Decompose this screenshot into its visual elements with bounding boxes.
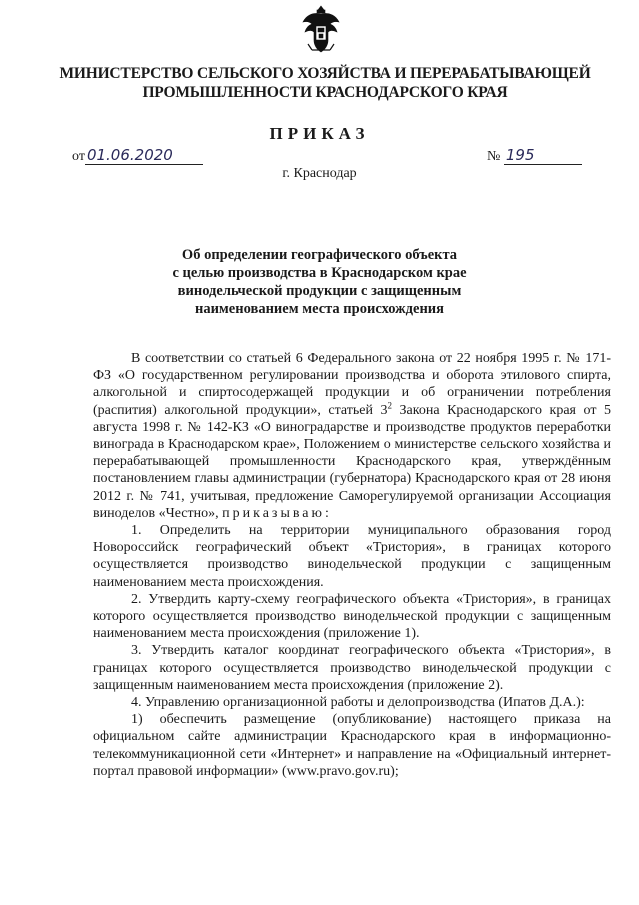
item-1: 1. Определить на территории муниципального образования город Новороссийск географический объект «Тристория», в границах которого осуществляется производство винодельческой продукции с защищенным наименованием места происхождения. <box>93 523 611 590</box>
subject-line-3: винодельческой продукции с защищенным <box>177 283 462 299</box>
city: г. Краснодар <box>282 166 357 181</box>
item-3: 3. Утвердить каталог координат географического объекта «Тристория», в границах которого осуществляется производство винодельческой продукции с защищенным наименованием места происхождения (приложение 2). <box>93 643 611 693</box>
order-number <box>487 146 582 165</box>
item-4: 4. Управлению организационной работы и делопроизводства (Ипатов Д.А.): <box>131 695 585 711</box>
date-value: 01.06.2020 <box>85 146 203 165</box>
number-prefix: № <box>487 149 501 164</box>
subject-line-1: Об определении географического объекта <box>181 247 458 263</box>
preamble-paragraph <box>93 350 611 522</box>
preamble-part-2: Закона Краснодарского края от 5 августа 1998 г. № 142-КЗ «О виноградарстве и производстве продуктов переработки винограда в Краснодарском крае», Положением о министерстве сельского хозяйства и перерабатывающей промышленности Краснодарского края, утверждённым постановлением главы администрации (губернатора) Краснодарского края от 28 июня 2012 г. № 741, учитывая, предложение Саморегулируемой организации Ассоциация виноделов «Честно», <box>93 402 611 521</box>
preamble-part-1: В соответствии со статьей 6 Федерального закона от 22 ноября 1995 г. № 171-ФЗ «О государственном регулировании производства и оборота этилового спирта, алкогольной и спиртосодержащей продукции и об ограничении потребления (распития) алкогольной продукции», статьей 3 <box>93 351 611 418</box>
coat-of-arms-icon <box>300 4 342 56</box>
order-title: ПРИКАЗ <box>269 124 370 143</box>
date-prefix: от <box>72 149 85 164</box>
number-value: 195 <box>504 146 582 165</box>
ministry-line-2: ПРОМЫШЛЕННОСТИ КРАСНОДАРСКОГО КРАЯ <box>142 84 508 101</box>
subject-line-4: наименованием места происхождения <box>194 301 445 317</box>
ministry-name <box>40 64 610 102</box>
item-2: 2. Утвердить карту-схему географического объекта «Тристория», в границах которого осуществляется производство винодельческой продукции с защищенным наименованием места происхождения (приложение 1). <box>93 591 611 642</box>
order-date <box>72 146 203 165</box>
subject-line-2: с целью производства в Краснодарском крае <box>172 265 467 281</box>
order-body <box>93 350 611 780</box>
order-subject <box>60 246 579 318</box>
article-superscript: 2 <box>387 399 392 410</box>
item-4-1: 1) обеспечить размещение (опубликование) настоящего приказа на официальном сайте администрации Краснодарского края в информационно-телекоммуникационной сети «Интернет» и направление на «Официальный интернет-портал правовой информации» (www.pravo.gov.ru); <box>93 712 611 779</box>
ministry-line-1: МИНИСТЕРСТВО СЕЛЬСКОГО ХОЗЯЙСТВА И ПЕРЕРАБАТЫВАЮЩЕЙ <box>59 65 591 82</box>
order-word: приказываю: <box>222 505 332 521</box>
